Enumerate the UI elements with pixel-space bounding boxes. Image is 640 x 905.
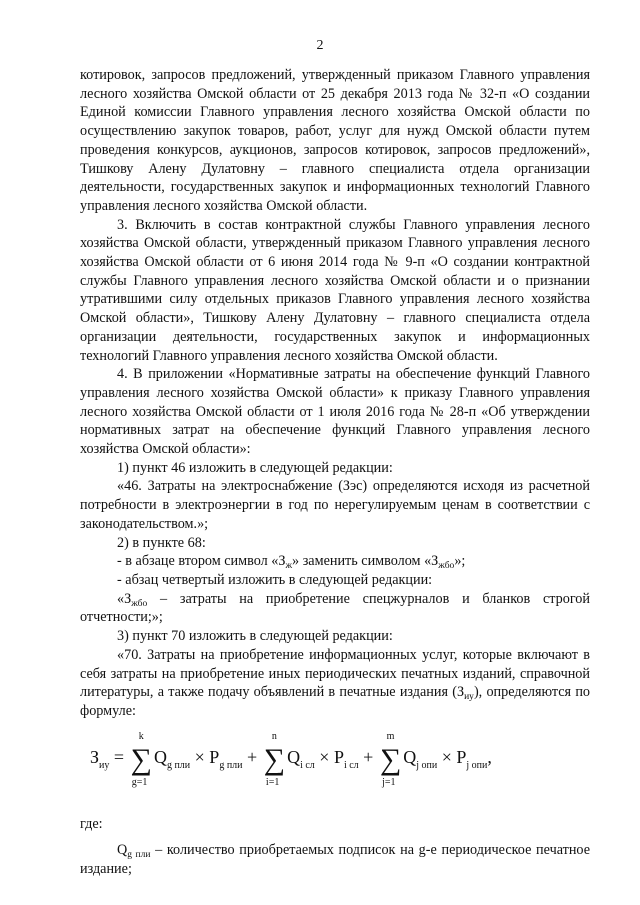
p70-text: «70. Затраты на приобретение информационных услуг, которые включают в себя затраты на приобретение иных периодических печатных изданий, справочной литературы, а также подачу объявлений в печатные издания $(З_{иу})$, определяются по формуле: [80,646,591,719]
paragraph-3: 3. Включить в состав контрактной службы Главного управления лесного хозяйства Омской области, утвержденный приказом Главного управления лесного хозяйства Омской области от 6 июня 2014 года № 9-п «О создании контрактной службы Главного управления лесного хозяйства Омской области и о признании утратившими силу отдельных приказов Главного управления лесного хозяйства Омской области», Тишкову Алену Дулатовну – главного специалиста отдела организации деятельности, государственных закупок и информационных технологий Главного управления лесного хозяйства Омской области. [80,216,590,364]
formula-expression: $З_{иу}$ = ∑ k g=1 $Q_{g пли} \times P_{g пли}$ + ∑ n i=1 $Q_{i сл} \times P_{i сл}$ + ∑ m j=1 $Q_{j опи} \times P_{j опи}$, [90,730,492,788]
formula [80,727,590,815]
item-1: 1) пункт 46 изложить в следующей редакции: [117,459,393,476]
formula-lhs-sub: иу [99,759,110,771]
document-body [80,66,590,879]
definition-q: $Q_{g пли}$ – количество приобретаемых подписок на g-е периодическое печатное издание; [80,842,590,878]
item-2: 2) в пункте 68: [117,534,206,551]
where-label: где: [80,815,103,832]
p68-line1: - в абзаце втором символ «$З_ж$» заменить символом «$З_{жбо}$»; [117,553,466,572]
page-number: 2 [316,38,324,53]
formula-eq: = [113,746,125,767]
sum-sign-1: ∑ k g=1 [130,730,152,788]
p68-line3: «$З_{жбо}$ – затраты на приобретение спецжурналов и бланков строгой отчетности;»; [80,590,590,626]
sum-sign-2: ∑ n i=1 [263,730,286,788]
paragraph-cont: котировок, запросов предложений, утвержденный приказом Главного управления лесного хозяйства Омской области от 25 декабря 2013 года № 32-п «О создании Единой комиссии Главного управления лесного хозяйства Омской области по осуществлению закупок товаров, работ, услуг для нужд Омской области путем проведения конкурсов, аукционов, запросов котировок, запросов предложений», Тишкову Алену Дулатовну – главного специалиста отдела организации деятельности, государственных закупок и информационных технологий Главного управления лесного хозяйства Омской области. [80,67,590,214]
formula-lhs: З [90,746,100,767]
p68-line2: - абзац четвертый изложить в следующей редакции: [117,571,433,588]
item-3: 3) пункт 70 изложить в следующей редакции: [117,628,393,645]
item-46-text: «46. Затраты на электроснабжение (Зэс) определяются исходя из расчетной потребности в электроэнергии в год по нерегулируемым ценам в соответствии с законодательством.»; [80,478,590,532]
paragraph-4: 4. В приложении «Нормативные затраты на обеспечение функций Главного управления лесного хозяйства Омской области» к приказу Главного управления лесного хозяйства Омской области от 1 июля 2016 года № 28-п «Об утверждении нормативных затрат на обеспечение функций Главного управления лесного хозяйства Омской области»: [80,366,590,458]
sum-sign-3: ∑ m j=1 [379,730,402,788]
